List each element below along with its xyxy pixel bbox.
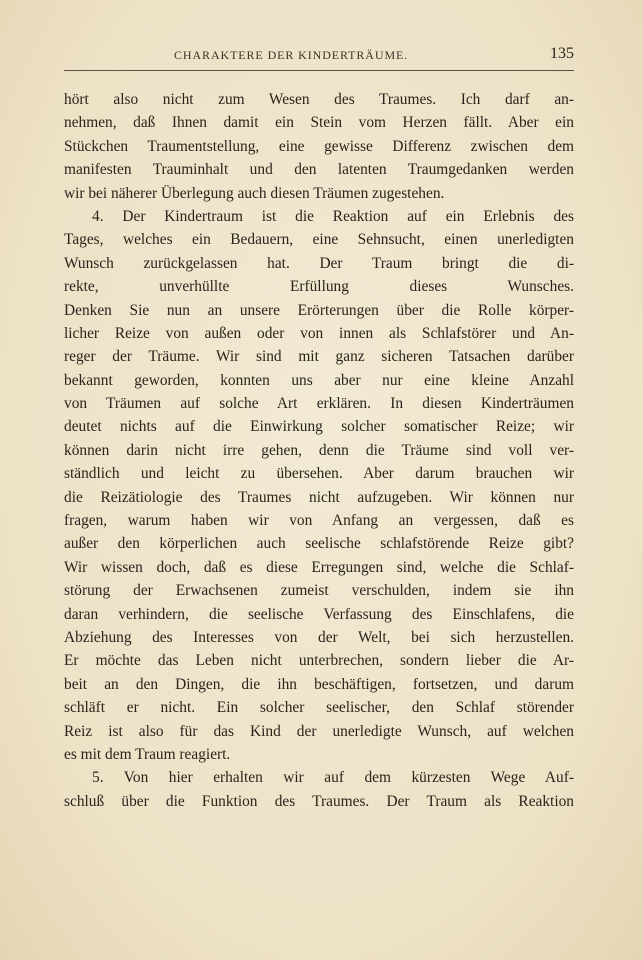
text-line: die Reizätiologie des Traumes nicht aufzugeben. Wir können nur	[64, 488, 574, 506]
text-line: Denken Sie nun an unsere Erörterungen über die Rolle körper-	[64, 301, 574, 319]
text-line: schläft er nicht. Ein solcher seelischer, den Schlaf störender	[64, 699, 574, 717]
text-line: hört also nicht zum Wesen des Traumes. Ich darf an-	[64, 91, 574, 108]
text-line: störung der Erwachsenen zumeist verschulden, indem sie ihn	[64, 582, 574, 600]
text-line: rekte, unverhüllte Erfüllung dieses Wunsches.	[64, 278, 574, 296]
text-line: 5. Von hier erhalten wir auf dem kürzesten Wege Auf-	[92, 769, 574, 787]
text-line: Abziehung des Interesses von der Welt, bei sich herzustellen.	[64, 628, 574, 646]
text-line: fragen, warum haben wir von Anfang an vergessen, daß es	[64, 512, 574, 530]
header-rule	[64, 70, 574, 71]
text-line: Er möchte das Leben nicht unterbrechen, sondern lieber die Ar-	[64, 652, 574, 670]
text-line: bekannt geworden, konnten uns aber nur eine kleine Anzahl	[64, 371, 574, 389]
text-line: wir bei näherer Überlegung auch diesen Träumen zugestehen.	[64, 184, 445, 202]
text-line: manifesten Trauminhalt und den latenten Traumgedanken werden	[64, 161, 574, 179]
text-line: schluß über die Funktion des Traumes. Der Traum als Reaktion	[64, 792, 574, 810]
text-line: nehmen, daß Ihnen damit ein Stein vom Herzen fällt. Aber ein	[64, 114, 574, 132]
text-line: reger der Träume. Wir sind mit ganz sicheren Tatsachen darüber	[64, 348, 574, 366]
text-line: 4. Der Kindertraum ist die Reaktion auf ein Erlebnis des	[92, 207, 574, 225]
text-line: außer den körperlichen auch seelische schlafstörende Reize gibt?	[64, 535, 574, 553]
text-line: Wir wissen doch, daß es diese Erregungen sind, welche die Schlaf-	[64, 558, 574, 576]
text-line: es mit dem Traum reagiert.	[64, 745, 231, 763]
text-line: beit an den Dingen, die ihn beschäftigen, fortsetzen, und darum	[64, 675, 574, 693]
text-line: deutet nichts auf die Einwirkung solcher somatischer Reize; wir	[64, 418, 574, 436]
text-line: Tages, welches ein Bedauern, eine Sehnsucht, einen unerledigten	[64, 231, 574, 249]
body-text	[64, 88, 574, 813]
page-header	[64, 44, 574, 66]
text-line: ständlich und leicht zu übersehen. Aber darum brauchen wir	[64, 465, 574, 483]
text-line: Wunsch zurückgelassen hat. Der Traum bringt die di-	[64, 254, 574, 272]
page-number: 135	[550, 45, 574, 62]
text-line: Reiz ist also für das Kind der unerledigte Wunsch, auf welchen	[64, 722, 574, 740]
text-line: von Träumen auf solche Art erklären. In diesen Kinderträumen	[64, 395, 574, 413]
text-line: licher Reize von außen oder von innen als Schlafstörer und An-	[64, 324, 574, 342]
text-line: Stückchen Traumentstellung, eine gewisse Differenz zwischen dem	[64, 137, 574, 155]
text-line: können darin nicht irre gehen, denn die Träume sind voll ver-	[64, 441, 574, 459]
running-head: CHARAKTERE DER KINDERTRÄUME.	[174, 48, 409, 62]
text-line: daran verhindern, die seelische Verfassung des Einschlafens, die	[64, 605, 574, 623]
